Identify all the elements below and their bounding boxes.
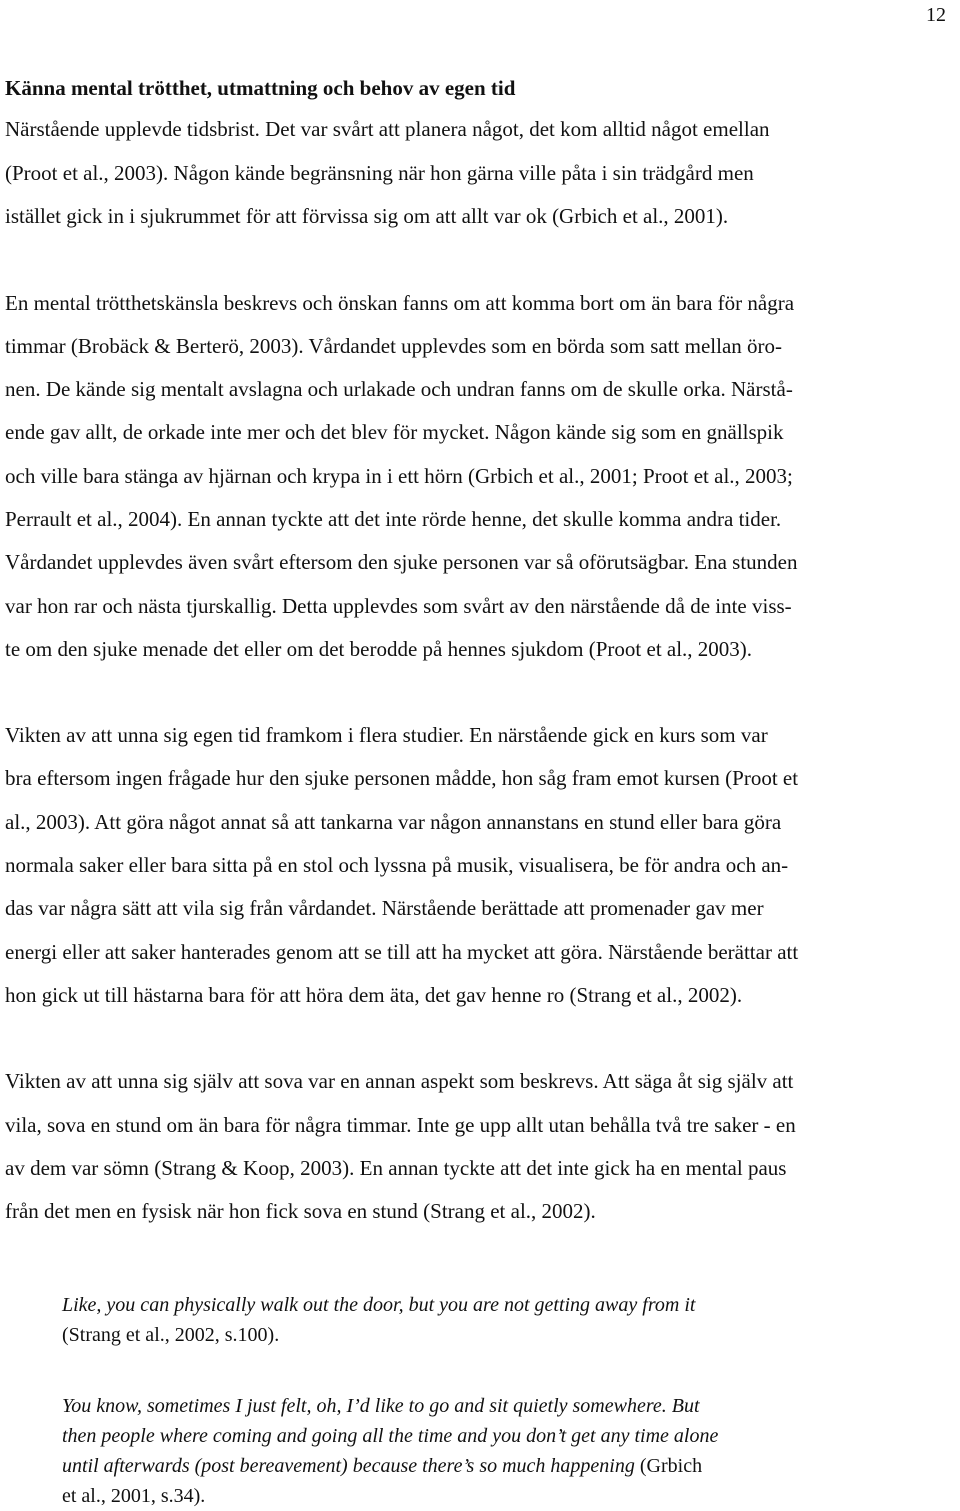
text-line: från det men en fysisk när hon fick sova en stund (Strang et al., 2002). (5, 1199, 596, 1224)
quote-line-italic: until afterwards (post bereavement) because there’s so much happening (62, 1455, 635, 1477)
text-line: normala saker eller bara sitta på en stol och lyssna på musik, visualisera, be för andra och an- (5, 853, 789, 878)
text-line: ende gav allt, de orkade inte mer och det blev för mycket. Någon kände sig som en gnällspik (5, 420, 784, 445)
document-body (5, 68, 957, 1233)
text-line: Närstående upplevde tidsbrist. Det var svårt att planera något, det kom alltid något emellan (5, 117, 770, 141)
block-quote-1 (62, 1290, 942, 1350)
text-line: (Proot et al., 2003). Någon kände begränsning när hon gärna ville påta i sin trädgård men (5, 160, 754, 185)
section-heading: Känna mental trötthet, utmattning och behov av egen tid (5, 76, 516, 100)
quote-citation: (Grbich (634, 1455, 703, 1477)
quote-line (62, 1451, 942, 1481)
text-line: bra eftersom ingen frågade hur den sjuke personen mådde, hon såg fram emot kursen (Proot et (5, 766, 799, 791)
quote-citation: (Strang et al., 2002, s.100). (62, 1324, 280, 1346)
quote-line: Like, you can physically walk out the door, but you are not getting away from it (62, 1294, 696, 1316)
paragraph-4 (5, 1060, 957, 1233)
quote-citation: et al., 2001, s.34). (62, 1485, 206, 1507)
paragraph-3 (5, 714, 957, 1017)
text-line: av dem var sömn (Strang & Koop, 2003). En annan tyckte att det inte gick ha en mental paus (5, 1155, 787, 1180)
text-line: Vikten av att unna sig egen tid framkom i flera studier. En närstående gick en kurs som var (5, 723, 768, 748)
text-line: das var några sätt att vila sig från vårdandet. Närstående berättade att promenader gav mer (5, 896, 764, 921)
text-line: istället gick in i sjukrummet för att förvissa sig om att allt var ok (Grbich et al., 2001). (5, 204, 729, 228)
paragraph-2 (5, 282, 957, 672)
page-number: 12 (926, 4, 946, 26)
text-line: te om den sjuke menade det eller om det berodde på hennes sjukdom (Proot et al., 2003). (5, 636, 753, 661)
text-line: nen. De kände sig mentalt avslagna och urlakade och undran fanns om de skulle orka. Närstå- (5, 377, 793, 402)
text-line: hon gick ut till hästarna bara för att höra dem äta, det gav henne ro (Strang et al., 2002). (5, 982, 743, 1007)
text-line: var hon rar och nästa tjurskallig. Detta upplevdes som svårt av den närstående då de inte viss- (5, 593, 792, 618)
text-line: energi eller att saker hanterades genom att se till att ha mycket att göra. Närstående berättar att (5, 939, 799, 964)
text-line: Vikten av att unna sig själv att sova var en annan aspekt som beskrevs. Att säga åt sig själv att (5, 1069, 794, 1094)
quote-line: then people where coming and going all the time and you don’t get any time alone (62, 1425, 719, 1447)
text-line: Perrault et al., 2004). En annan tyckte att det inte rörde henne, det skulle komma andra tider. (5, 506, 782, 531)
text-line: En mental trötthetskänsla beskrevs och önskan fanns om att komma bort om än bara för några (5, 290, 795, 315)
text-line: vila, sova en stund om än bara för några timmar. Inte ge upp allt utan behålla två tre saker - en (5, 1112, 796, 1137)
text-line: Vårdandet upplevdes även svårt eftersom den sjuke personen var så oförutsägbar. Ena stunden (5, 550, 798, 575)
text-line: och ville bara stänga av hjärnan och krypa in i ett hörn (Grbich et al., 2001; Proot et al., 2003; (5, 463, 793, 488)
text-line: al., 2003). Att göra något annat så att tankarna var någon annanstans en stund eller bara göra (5, 809, 782, 834)
quote-line: You know, sometimes I just felt, oh, I’d like to go and sit quietly somewhere. But (62, 1395, 700, 1417)
text-line: timmar (Brobäck & Berterö, 2003). Vårdandet upplevdes som en börda som satt mellan öro- (5, 333, 782, 358)
paragraph-1 (5, 108, 957, 239)
block-quote-2 (62, 1391, 942, 1511)
